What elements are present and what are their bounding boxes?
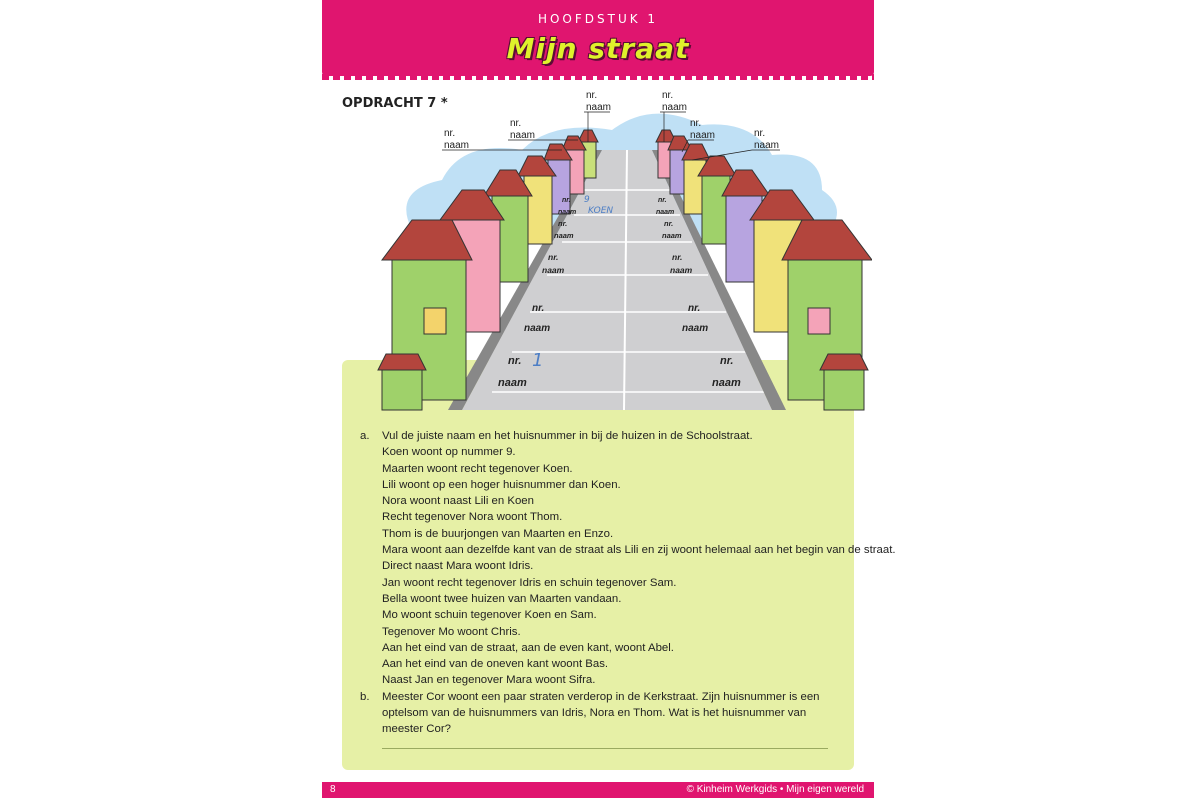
svg-text:naam: naam xyxy=(754,140,780,151)
svg-text:nr.: nr. xyxy=(532,303,545,314)
item-marker: a. xyxy=(360,430,370,442)
svg-text:nr.: nr. xyxy=(688,303,701,314)
svg-text:nr.: nr. xyxy=(562,197,571,204)
assignment-title: OPDRACHT 7 * xyxy=(342,96,448,111)
svg-text:nr.: nr. xyxy=(754,128,766,139)
exercise-line: Vul de juiste naam en het huisnummer in bij de huizen in de Schoolstraat. xyxy=(382,430,753,442)
svg-text:nr.: nr. xyxy=(672,252,683,262)
svg-text:naam: naam xyxy=(662,231,682,240)
page-number: 8 xyxy=(330,784,336,795)
svg-text:naam: naam xyxy=(662,102,688,113)
svg-text:nr.: nr. xyxy=(662,90,674,101)
exercise-line: Aan het eind van de oneven kant woont Bas. xyxy=(382,658,609,671)
svg-text:naam: naam xyxy=(542,265,565,275)
svg-text:nr.: nr. xyxy=(664,219,674,228)
svg-text:nr.: nr. xyxy=(658,197,667,204)
copyright: © Kinheim Werkgids • Mijn eigen wereld xyxy=(686,784,864,795)
svg-text:naam: naam xyxy=(444,140,470,151)
svg-text:nr.: nr. xyxy=(444,128,456,139)
exercise-line: Nora woont naast Lili en Koen xyxy=(382,495,534,508)
exercise-line: Naast Jan en tegenover Mara woont Sifra. xyxy=(382,674,596,687)
svg-text:nr.: nr. xyxy=(510,118,522,129)
exercise-line: Maarten woont recht tegenover Koen. xyxy=(382,462,573,475)
svg-text:naam: naam xyxy=(712,377,741,389)
page-footer xyxy=(322,782,874,798)
street-illustration xyxy=(352,80,872,420)
svg-text:nr.: nr. xyxy=(558,219,568,228)
exercise-line: Koen woont op nummer 9. xyxy=(382,446,516,459)
exercise-line: Jan woont recht tegenover Idris en schuin tegenover Sam. xyxy=(382,576,677,589)
exercise-line: optelsom van de huisnummers van Idris, Nora en Thom. Wat is het huisnummer van xyxy=(382,707,807,720)
exercise-line: Mara woont aan dezelfde kant van de straat als Lili en zij woont helemaal aan het begin van de straat. xyxy=(382,544,896,557)
exercise-b xyxy=(360,689,860,738)
chapter-label: HOOFDSTUK 1 xyxy=(537,12,659,26)
svg-text:naam: naam xyxy=(586,102,612,113)
exercise-line: Lili woont op een hoger huisnummer dan Koen. xyxy=(382,478,621,491)
svg-text:naam: naam xyxy=(510,130,536,141)
svg-text:9: 9 xyxy=(584,195,590,205)
exercise-line: Bella woont twee huizen van Maarten vandaan. xyxy=(382,592,622,605)
svg-text:nr.: nr. xyxy=(548,252,559,262)
svg-text:naam: naam xyxy=(690,130,716,141)
chapter-title: Mijn straat xyxy=(506,32,690,65)
svg-text:naam: naam xyxy=(554,231,574,240)
answer-line xyxy=(382,748,828,749)
svg-text:nr.: nr. xyxy=(586,90,598,101)
item-marker: b. xyxy=(360,690,370,703)
svg-text:nr.: nr. xyxy=(690,118,702,129)
exercise-line: meester Cor? xyxy=(382,723,452,736)
exercise-line: Tegenover Mo woont Chris. xyxy=(382,625,521,638)
svg-text:1: 1 xyxy=(532,350,544,371)
exercise-line: Mo woont schuin tegenover Koen en Sam. xyxy=(382,609,597,622)
exercise-text xyxy=(360,428,896,738)
svg-text:nr.: nr. xyxy=(508,355,522,367)
header-banner xyxy=(322,0,874,76)
svg-text:nr.: nr. xyxy=(720,355,734,367)
svg-text:naam: naam xyxy=(670,265,693,275)
exercise-line: Aan het eind van de straat, aan de even kant, woont Abel. xyxy=(382,641,674,654)
svg-text:naam: naam xyxy=(558,209,577,216)
svg-text:KOEN: KOEN xyxy=(588,206,614,216)
svg-text:naam: naam xyxy=(656,209,675,216)
svg-text:naam: naam xyxy=(524,323,551,334)
svg-text:naam: naam xyxy=(682,323,709,334)
exercise-line: Recht tegenover Nora woont Thom. xyxy=(382,511,563,524)
svg-text:naam: naam xyxy=(498,377,527,389)
exercise-a xyxy=(360,428,896,689)
exercise-line: Thom is de buurjongen van Maarten en Enzo. xyxy=(382,527,614,540)
exercise-line: Meester Cor woont een paar straten verderop in de Kerkstraat. Zijn huisnummer is een xyxy=(382,690,820,703)
exercise-line: Direct naast Mara woont Idris. xyxy=(382,560,534,573)
